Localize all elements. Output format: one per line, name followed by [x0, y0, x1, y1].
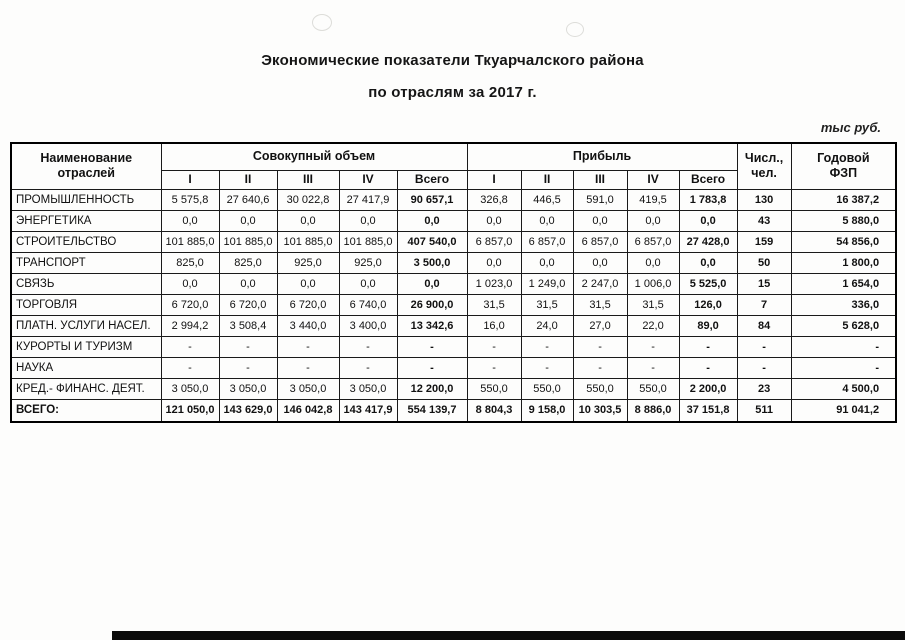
col-header-profit-q1: I	[467, 170, 521, 189]
profit-cell: 1 023,0	[467, 273, 521, 294]
col-header-volume-total: Всего	[397, 170, 467, 189]
payroll-cell: 54 856,0	[791, 231, 896, 252]
profit-cell: 446,5	[521, 189, 573, 210]
profit-cell: 1 783,8	[679, 189, 737, 210]
profit-cell: 0,0	[627, 252, 679, 273]
profit-cell: -	[573, 336, 627, 357]
staff-cell: 511	[737, 399, 791, 422]
profit-cell: 24,0	[521, 315, 573, 336]
volume-cell: 0,0	[161, 210, 219, 231]
row-label: КРЕД.- ФИНАНС. ДЕЯТ.	[11, 378, 161, 399]
volume-cell: 13 342,6	[397, 315, 467, 336]
staff-cell: 7	[737, 294, 791, 315]
volume-cell: 90 657,1	[397, 189, 467, 210]
volume-cell: 407 540,0	[397, 231, 467, 252]
profit-cell: -	[627, 357, 679, 378]
payroll-cell: 5 628,0	[791, 315, 896, 336]
col-header-name	[11, 143, 161, 189]
volume-cell: -	[339, 336, 397, 357]
volume-cell: 3 508,4	[219, 315, 277, 336]
col-header-volume-q2: II	[219, 170, 277, 189]
profit-cell: -	[679, 357, 737, 378]
profit-cell: 5 525,0	[679, 273, 737, 294]
col-header-staff-line2: чел.	[751, 166, 777, 181]
profit-cell: 8 886,0	[627, 399, 679, 422]
payroll-cell: 16 387,2	[791, 189, 896, 210]
volume-cell: 101 885,0	[277, 231, 339, 252]
profit-cell: 16,0	[467, 315, 521, 336]
profit-cell: 31,5	[573, 294, 627, 315]
staff-cell: 50	[737, 252, 791, 273]
profit-cell: 8 804,3	[467, 399, 521, 422]
table-row	[11, 378, 896, 399]
profit-cell: -	[679, 336, 737, 357]
col-header-volume-q4: IV	[339, 170, 397, 189]
indicators-table	[10, 142, 897, 423]
col-header-name-line2: отраслей	[57, 166, 115, 181]
profit-cell: 0,0	[467, 252, 521, 273]
col-header-profit-q2: II	[521, 170, 573, 189]
payroll-cell: 1 800,0	[791, 252, 896, 273]
profit-cell: 10 303,5	[573, 399, 627, 422]
volume-cell: 143 629,0	[219, 399, 277, 422]
profit-cell: 1 006,0	[627, 273, 679, 294]
staff-cell: -	[737, 357, 791, 378]
profit-cell: 0,0	[521, 210, 573, 231]
profit-cell: 22,0	[627, 315, 679, 336]
page-title: Экономические показатели Ткуарчалского района	[261, 52, 644, 69]
profit-cell: -	[521, 357, 573, 378]
table-row	[11, 273, 896, 294]
volume-cell: 121 050,0	[161, 399, 219, 422]
volume-cell: 554 139,7	[397, 399, 467, 422]
profit-cell: 591,0	[573, 189, 627, 210]
profit-cell: 0,0	[573, 210, 627, 231]
table-row	[11, 252, 896, 273]
volume-cell: 101 885,0	[219, 231, 277, 252]
volume-cell: 0,0	[339, 273, 397, 294]
profit-cell: 0,0	[679, 210, 737, 231]
profit-cell: 550,0	[573, 378, 627, 399]
volume-cell: -	[161, 336, 219, 357]
profit-cell: 0,0	[573, 252, 627, 273]
col-header-payroll	[791, 143, 896, 189]
col-header-profit-q3: III	[573, 170, 627, 189]
volume-cell: 0,0	[277, 273, 339, 294]
volume-cell: 0,0	[339, 210, 397, 231]
row-label: ПЛАТН. УСЛУГИ НАСЕЛ.	[11, 315, 161, 336]
payroll-cell: -	[791, 357, 896, 378]
profit-cell: 1 249,0	[521, 273, 573, 294]
volume-cell: 925,0	[339, 252, 397, 273]
volume-cell: 3 050,0	[277, 378, 339, 399]
scan-artifact	[566, 22, 584, 37]
row-label: ТОРГОВЛЯ	[11, 294, 161, 315]
profit-cell: 2 200,0	[679, 378, 737, 399]
profit-cell: -	[521, 336, 573, 357]
payroll-cell: -	[791, 336, 896, 357]
profit-cell: 6 857,0	[573, 231, 627, 252]
profit-cell: 550,0	[521, 378, 573, 399]
volume-cell: 3 440,0	[277, 315, 339, 336]
volume-cell: 5 575,8	[161, 189, 219, 210]
volume-cell: -	[277, 357, 339, 378]
row-label: СТРОИТЕЛЬСТВО	[11, 231, 161, 252]
volume-cell: 3 050,0	[339, 378, 397, 399]
profit-cell: 2 247,0	[573, 273, 627, 294]
volume-cell: 825,0	[161, 252, 219, 273]
profit-cell: 27 428,0	[679, 231, 737, 252]
scan-edge	[112, 631, 905, 640]
profit-cell: -	[573, 357, 627, 378]
col-header-staff	[737, 143, 791, 189]
units-note: тыс руб.	[820, 120, 881, 135]
page-subtitle: по отраслям за 2017 г.	[368, 84, 537, 101]
staff-cell: -	[737, 336, 791, 357]
volume-cell: 6 720,0	[219, 294, 277, 315]
volume-cell: 2 994,2	[161, 315, 219, 336]
profit-cell: 89,0	[679, 315, 737, 336]
row-label: СВЯЗЬ	[11, 273, 161, 294]
volume-cell: -	[219, 336, 277, 357]
col-header-staff-line1: Числ.,	[744, 150, 784, 165]
volume-cell: 6 740,0	[339, 294, 397, 315]
volume-cell: 146 042,8	[277, 399, 339, 422]
col-header-volume-q1: I	[161, 170, 219, 189]
col-header-name-line1: Наименование	[40, 150, 133, 165]
col-header-profit-total: Всего	[679, 170, 737, 189]
table-total-row	[11, 399, 896, 422]
profit-cell: 0,0	[467, 210, 521, 231]
volume-cell: 3 400,0	[339, 315, 397, 336]
profit-cell: 31,5	[467, 294, 521, 315]
profit-cell: 126,0	[679, 294, 737, 315]
volume-cell: 925,0	[277, 252, 339, 273]
profit-cell: -	[467, 357, 521, 378]
volume-cell: -	[397, 357, 467, 378]
volume-cell: 143 417,9	[339, 399, 397, 422]
profit-cell: 9 158,0	[521, 399, 573, 422]
volume-cell: 6 720,0	[161, 294, 219, 315]
col-group-volume: Совокупный объем	[161, 143, 467, 170]
table-row	[11, 315, 896, 336]
profit-cell: 6 857,0	[467, 231, 521, 252]
table-row	[11, 357, 896, 378]
volume-cell: 101 885,0	[339, 231, 397, 252]
profit-cell: 31,5	[521, 294, 573, 315]
scan-artifact	[312, 14, 332, 31]
volume-cell: -	[277, 336, 339, 357]
profit-cell: 0,0	[521, 252, 573, 273]
row-label: НАУКА	[11, 357, 161, 378]
profit-cell: 419,5	[627, 189, 679, 210]
staff-cell: 23	[737, 378, 791, 399]
payroll-cell: 4 500,0	[791, 378, 896, 399]
staff-cell: 130	[737, 189, 791, 210]
profit-cell: 6 857,0	[521, 231, 573, 252]
profit-cell: 6 857,0	[627, 231, 679, 252]
profit-cell: 550,0	[627, 378, 679, 399]
volume-cell: -	[161, 357, 219, 378]
volume-cell: -	[339, 357, 397, 378]
table-row	[11, 336, 896, 357]
profit-cell: 326,8	[467, 189, 521, 210]
volume-cell: 0,0	[277, 210, 339, 231]
profit-cell: 0,0	[627, 210, 679, 231]
volume-cell: 6 720,0	[277, 294, 339, 315]
volume-cell: 30 022,8	[277, 189, 339, 210]
row-label: ВСЕГО:	[11, 399, 161, 422]
volume-cell: 0,0	[219, 210, 277, 231]
volume-cell: 825,0	[219, 252, 277, 273]
table-row	[11, 189, 896, 210]
profit-cell: -	[467, 336, 521, 357]
row-label: КУРОРТЫ И ТУРИЗМ	[11, 336, 161, 357]
col-header-profit-q4: IV	[627, 170, 679, 189]
profit-cell: 0,0	[679, 252, 737, 273]
profit-cell: 550,0	[467, 378, 521, 399]
volume-cell: 0,0	[161, 273, 219, 294]
volume-cell: 12 200,0	[397, 378, 467, 399]
table-body	[11, 189, 896, 422]
table-row	[11, 294, 896, 315]
volume-cell: 26 900,0	[397, 294, 467, 315]
col-group-profit: Прибыль	[467, 143, 737, 170]
payroll-cell: 1 654,0	[791, 273, 896, 294]
volume-cell: 3 050,0	[161, 378, 219, 399]
staff-cell: 159	[737, 231, 791, 252]
col-header-payroll-line1: Годовой	[817, 150, 870, 165]
volume-cell: -	[219, 357, 277, 378]
row-label: ПРОМЫШЛЕННОСТЬ	[11, 189, 161, 210]
volume-cell: 0,0	[219, 273, 277, 294]
volume-cell: 27 640,6	[219, 189, 277, 210]
table-row	[11, 210, 896, 231]
profit-cell: 37 151,8	[679, 399, 737, 422]
volume-cell: 0,0	[397, 210, 467, 231]
staff-cell: 43	[737, 210, 791, 231]
volume-cell: 3 050,0	[219, 378, 277, 399]
volume-cell: 27 417,9	[339, 189, 397, 210]
volume-cell: 101 885,0	[161, 231, 219, 252]
row-label: ТРАНСПОРТ	[11, 252, 161, 273]
staff-cell: 84	[737, 315, 791, 336]
payroll-cell: 336,0	[791, 294, 896, 315]
volume-cell: 3 500,0	[397, 252, 467, 273]
col-header-volume-q3: III	[277, 170, 339, 189]
volume-cell: -	[397, 336, 467, 357]
profit-cell: 27,0	[573, 315, 627, 336]
payroll-cell: 5 880,0	[791, 210, 896, 231]
profit-cell: -	[627, 336, 679, 357]
table-row	[11, 231, 896, 252]
row-label: ЭНЕРГЕТИКА	[11, 210, 161, 231]
staff-cell: 15	[737, 273, 791, 294]
table-header	[11, 143, 896, 189]
col-header-payroll-line2: ФЗП	[829, 166, 858, 181]
payroll-cell: 91 041,2	[791, 399, 896, 422]
title-block	[0, 52, 905, 101]
volume-cell: 0,0	[397, 273, 467, 294]
profit-cell: 31,5	[627, 294, 679, 315]
